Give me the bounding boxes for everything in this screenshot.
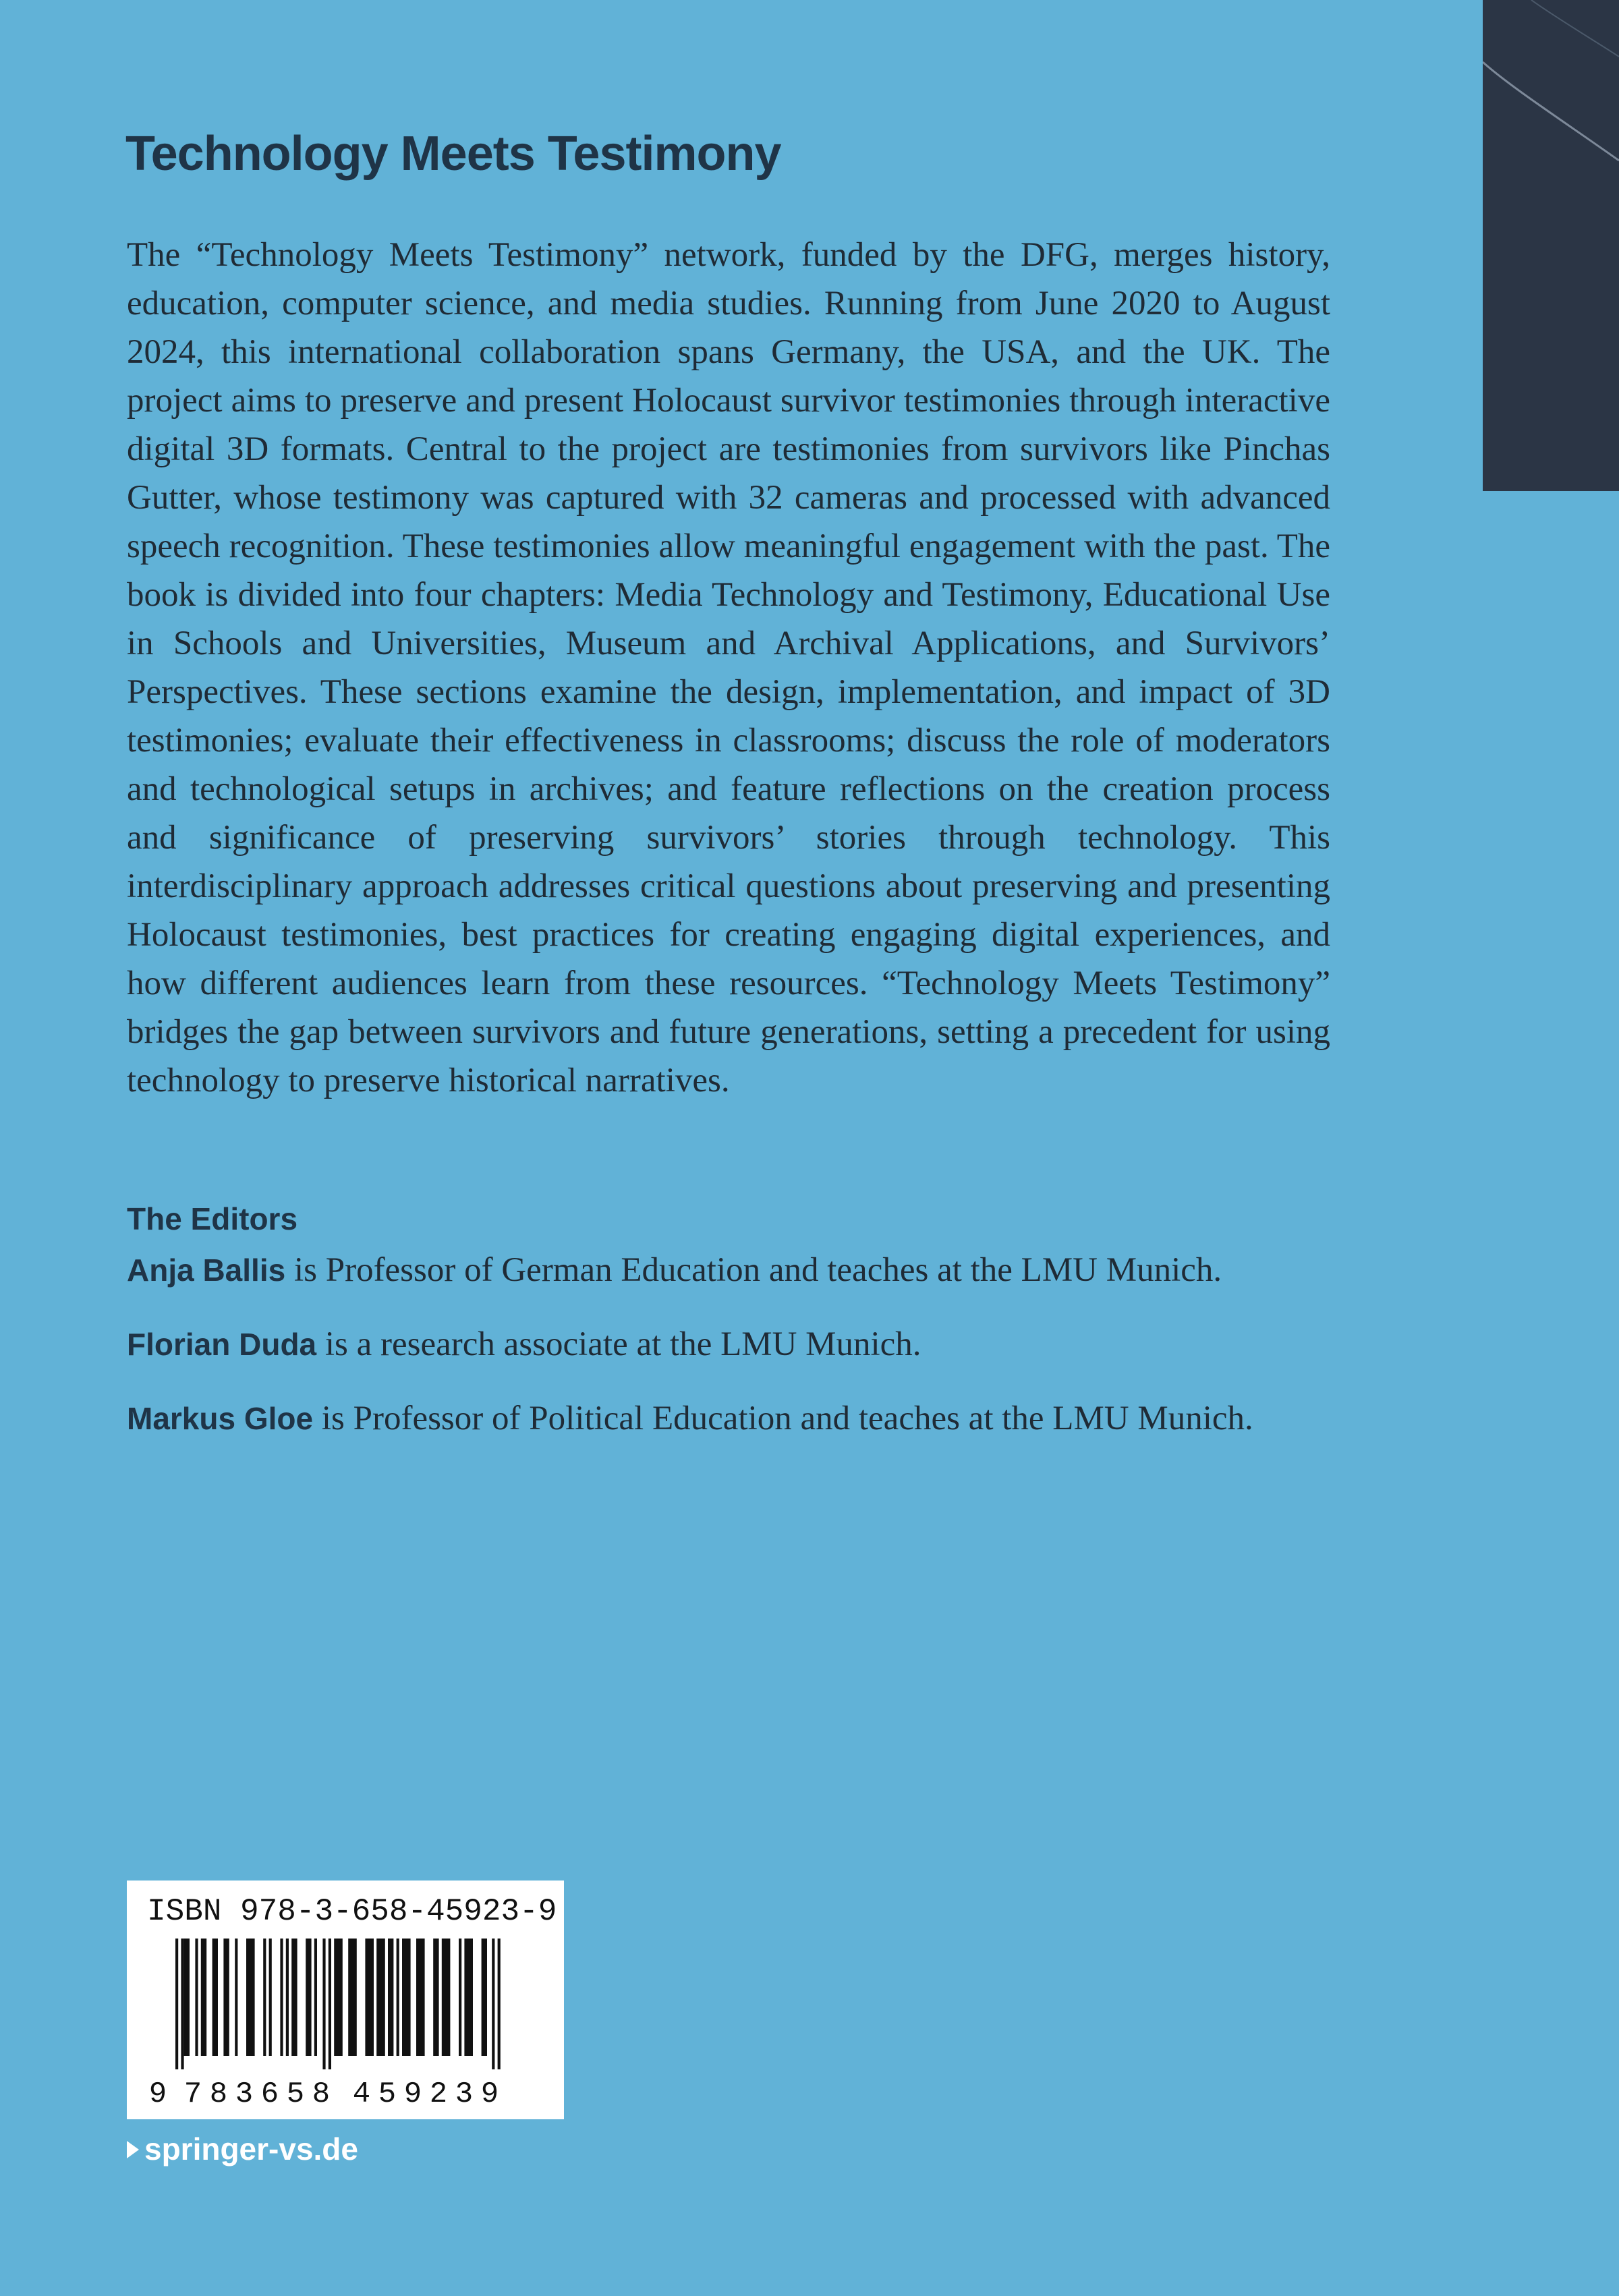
- barcode-digit: 3: [235, 2077, 254, 2110]
- barcode-digit: 8: [209, 2077, 228, 2110]
- barcode-guard-bar: [329, 1939, 331, 2069]
- editors-section: [127, 1197, 1409, 1469]
- barcode-bar: [269, 1939, 272, 2056]
- decorative-curve-lines: [1483, 0, 1619, 491]
- editor-bio: [127, 1395, 1409, 1442]
- isbn-barcode-box: [127, 1881, 564, 2119]
- barcode-bar: [184, 1939, 190, 2056]
- editor-name: Florian Duda: [127, 1327, 317, 1362]
- barcode-bar: [334, 1939, 343, 2056]
- barcode-bar: [442, 1939, 451, 2056]
- barcode-bar: [235, 1939, 237, 2056]
- barcode-guard-bar: [181, 1939, 183, 2069]
- barcode-bar: [482, 1939, 487, 2056]
- barcode-digit: 8: [312, 2077, 331, 2110]
- barcode-bar: [397, 1939, 399, 2056]
- barcode-digit: 9: [148, 2077, 167, 2110]
- cover-title: Technology Meets Testimony: [125, 127, 781, 181]
- barcode-bar: [223, 1939, 229, 2056]
- barcode-bar: [195, 1939, 198, 2056]
- barcode-guard-bar: [492, 1939, 494, 2069]
- barcode-bar: [201, 1939, 206, 2056]
- barcode-digit: 9: [480, 2077, 499, 2110]
- editor-description: is Professor of Political Education and teaches at the LMU Munich.: [313, 1400, 1253, 1437]
- barcode-digits: [149, 2077, 499, 2110]
- triangle-right-icon: [127, 2141, 139, 2158]
- barcode-bar: [263, 1939, 266, 2056]
- barcode-bar: [416, 1939, 425, 2056]
- editor-name: Markus Gloe: [127, 1401, 314, 1436]
- barcode-bar: [212, 1939, 218, 2056]
- isbn-label: ISBN 978-3-658-45923-9: [147, 1894, 557, 1929]
- barcode-digit: 4: [352, 2077, 371, 2110]
- barcode-bar: [433, 1939, 438, 2056]
- barcode-guard-bar: [322, 1939, 325, 2069]
- barcode-digit: 5: [286, 2077, 305, 2110]
- barcode-digit: 5: [378, 2077, 397, 2110]
- publisher-website[interactable]: [127, 2130, 358, 2168]
- barcode-bar: [348, 1939, 357, 2056]
- barcode-bar: [314, 1939, 317, 2056]
- barcode-bar: [402, 1939, 411, 2056]
- editor-bio: [127, 1246, 1409, 1294]
- barcode-digit: 2: [429, 2077, 448, 2110]
- editors-heading: The Editors: [127, 1201, 298, 1236]
- barcode-digit: 3: [455, 2077, 474, 2110]
- barcode-digit: 7: [183, 2077, 202, 2110]
- barcode-bar: [376, 1939, 385, 2056]
- barcode-bar: [246, 1939, 255, 2056]
- barcode-bar: [280, 1939, 283, 2056]
- corner-graphic-panel: [1483, 0, 1619, 491]
- editor-bio: [127, 1321, 1409, 1368]
- publisher-website-label: springer-vs.de: [144, 2131, 358, 2166]
- barcode-guard-bar: [498, 1939, 501, 2069]
- barcode-bar: [286, 1939, 289, 2056]
- barcode-bar: [291, 1939, 297, 2056]
- book-description: The “Technology Meets Testimony” network, funded by the DFG, merges history, education, computer science, and media studies. Running from June 2020 to August 2024, this international collaboration spans Germany, the USA, and the UK. The project aims to preserve and present Holocaust survivor testimonies through interactive digital 3D formats. Central to the project are testimonies from survivors like Pinchas Gutter, whose testimony was captured with 32 cameras and processed with advanced speech recognition. These testimonies allow meaningful engagement with the past. The book is divided into four chapters: Media Technology and Testimony, Educational Use in Schools and Universities, Museum and Archival Applications, and Survivors’ Perspectives. These sections examine the design, implementation, and impact of 3D testimonies; evaluate their effectiveness in classrooms; discuss the role of moderators and technological setups in archives; and feature reflections on the creation process and significance of preserving survivors’ stories through technology. This interdisciplinary approach addresses critical questions about preserving and presenting Holocaust testimonies, best practices for creating engaging digital experiences, and how different audiences learn from these resources. “Technology Meets Testimony” bridges the gap between survivors and future generations, setting a precedent for using technology to preserve historical narratives.: [127, 236, 1330, 1099]
- editor-name: Anja Ballis: [127, 1253, 286, 1288]
- barcode-guard-bar: [175, 1939, 178, 2069]
- editor-description: is Professor of German Education and teaches at the LMU Munich.: [285, 1251, 1222, 1289]
- barcode-bar: [459, 1939, 461, 2056]
- barcode-bar: [464, 1939, 473, 2056]
- barcode-digit: 9: [403, 2077, 422, 2110]
- barcode-graphic: [147, 1936, 549, 2110]
- barcode-bar: [388, 1939, 393, 2056]
- barcode-bar: [365, 1939, 374, 2056]
- barcode-digit: 6: [260, 2077, 279, 2110]
- barcode-bar: [306, 1939, 311, 2056]
- editor-description: is a research associate at the LMU Munich.: [316, 1325, 921, 1363]
- barcode-bars: [175, 1939, 501, 2069]
